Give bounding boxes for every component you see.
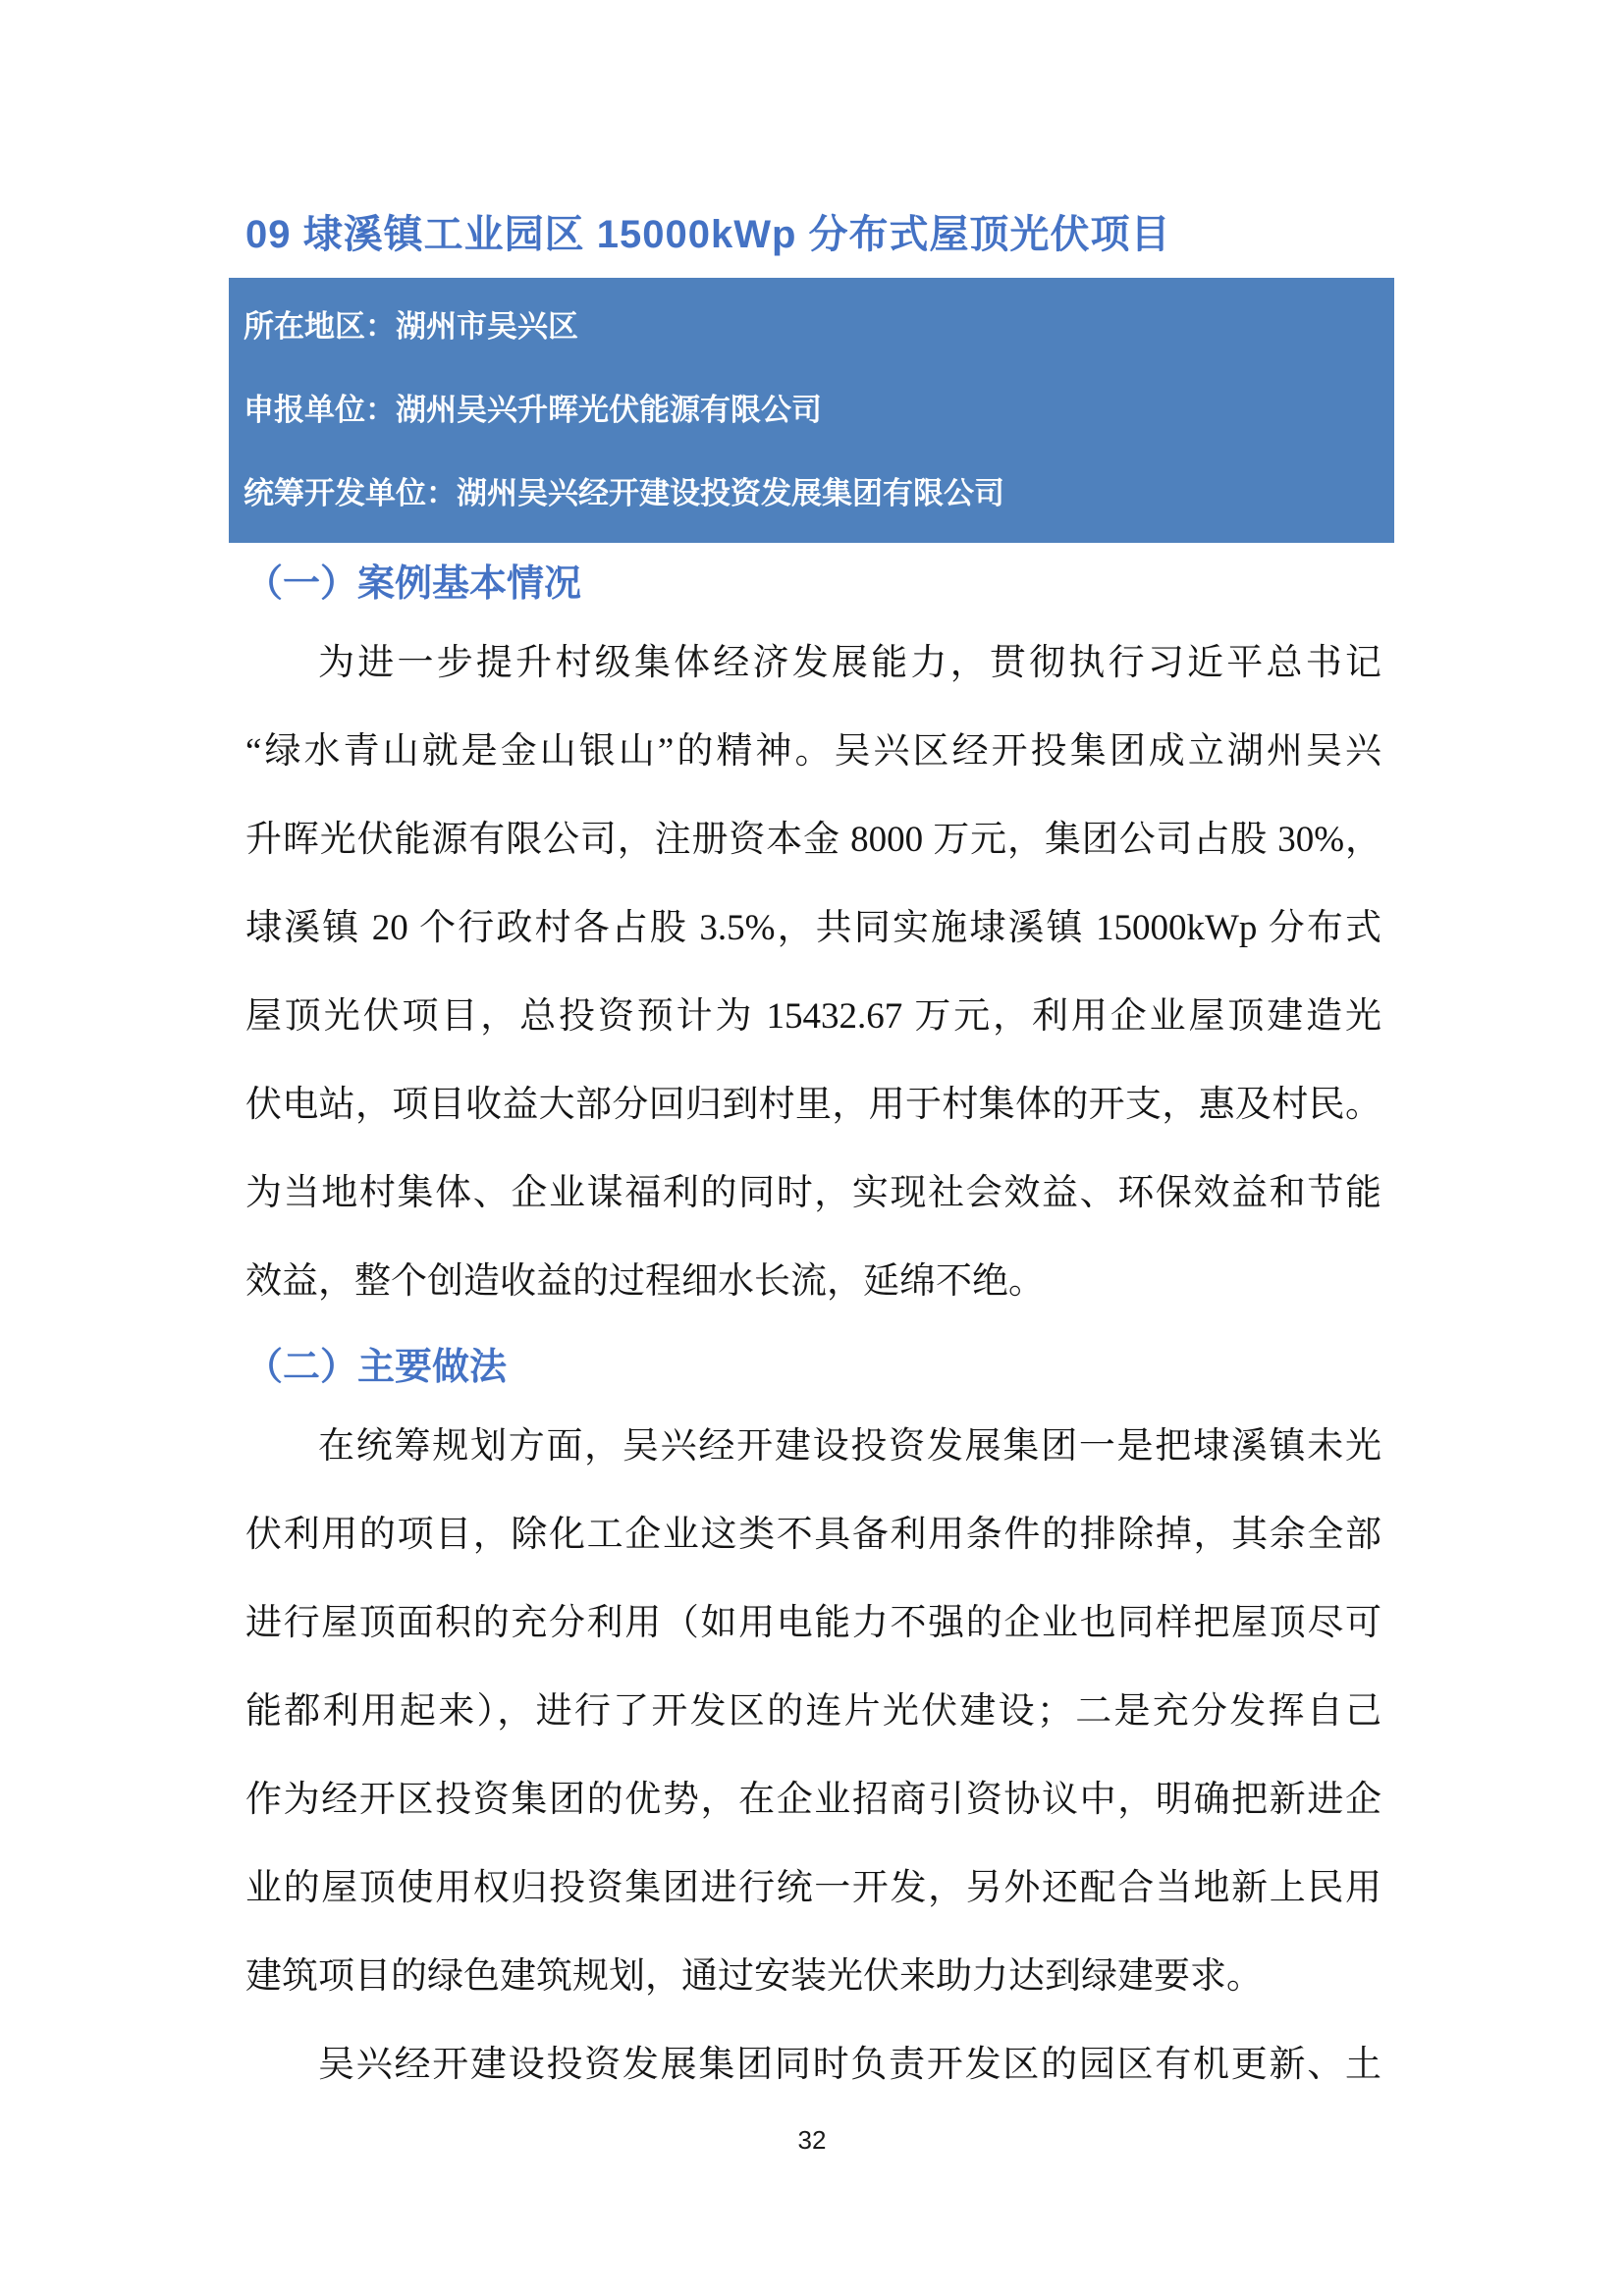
- section-heading: （一）案例基本情况: [245, 563, 582, 605]
- info-line: 所在地区：湖州市吴兴区: [244, 309, 578, 344]
- section-body: [245, 619, 1381, 1326]
- info-line: 统筹开发单位：湖州吴兴经开建设投资发展集团有限公司: [244, 476, 1004, 510]
- section-heading: （二）主要做法: [245, 1347, 508, 1388]
- body-line: 能都利用起来），进行了开发区的连片光伏建设；二是充分发挥自己: [245, 1691, 1381, 1732]
- body-line: 埭溪镇 20 个行政村各占股 3.5%，共同实施埭溪镇 15000kWp 分布式: [245, 908, 1381, 948]
- info-line: 申报单位：湖州吴兴升晖光伏能源有限公司: [244, 393, 822, 427]
- document-body: [245, 561, 1381, 2109]
- body-line: 为当地村集体、企业谋福利的同时，实现社会效益、环保效益和节能: [245, 1173, 1381, 1213]
- body-line: 伏电站，项目收益大部分回归到村里，用于村集体的开支，惠及村民。: [245, 1085, 1381, 1125]
- body-line: 为进一步提升村级集体经济发展能力，贯彻执行习近平总书记: [318, 643, 1381, 683]
- document-content: [245, 211, 1381, 2109]
- body-line: 伏利用的项目，除化工企业这类不具备利用条件的排除掉，其余全部: [245, 1515, 1381, 1555]
- body-line: 在统筹规划方面，吴兴经开建设投资发展集团一是把埭溪镇未光: [318, 1426, 1381, 1467]
- body-line: “绿水青山就是金山银山”的精神。吴兴区经开投集团成立湖州吴兴: [245, 731, 1381, 772]
- body-line: 业的屋顶使用权归投资集团进行统一开发，另外还配合当地新上民用: [245, 1868, 1381, 1908]
- document-title: 09 埭溪镇工业园区 15000kWp 分布式屋顶光伏项目: [245, 213, 1171, 256]
- body-line: 吴兴经开建设投资发展集团同时负责开发区的园区有机更新、土: [318, 2045, 1381, 2085]
- body-line: 效益，整个创造收益的过程细水长流，延绵不绝。: [245, 1261, 1045, 1302]
- body-line: 建筑项目的绿色建筑规划，通过安装光伏来助力达到绿建要求。: [245, 1956, 1263, 1997]
- page-number: 32: [797, 2125, 827, 2155]
- body-line: 屋顶光伏项目，总投资预计为 15432.67 万元，利用企业屋顶建造光: [245, 996, 1381, 1037]
- body-line: 进行屋顶面积的充分利用（如用电能力不强的企业也同样把屋顶尽可: [245, 1603, 1381, 1643]
- body-line: 升晖光伏能源有限公司，注册资本金 8000 万元，集团公司占股 30%，: [245, 820, 1381, 860]
- body-line: 作为经开区投资集团的优势，在企业招商引资协议中，明确把新进企: [245, 1780, 1381, 1820]
- project-info-box: [229, 278, 1394, 543]
- section-body: [245, 1403, 1381, 2109]
